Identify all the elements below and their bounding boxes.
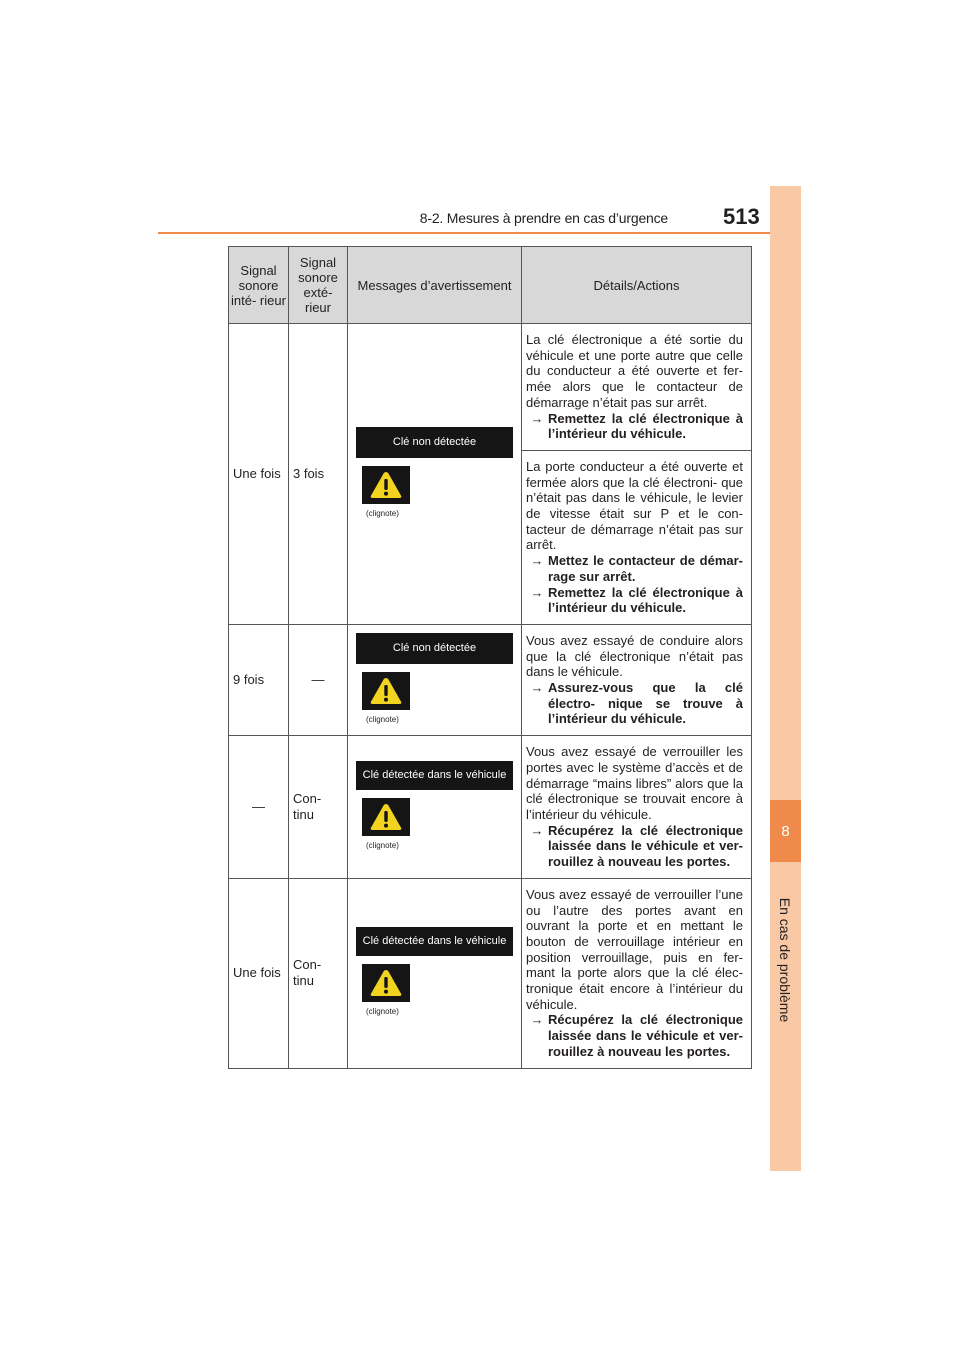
arrow-icon: → bbox=[530, 1012, 544, 1028]
table-row bbox=[229, 736, 752, 879]
header-messages: Messages d’avertissement bbox=[348, 247, 522, 324]
message-cell bbox=[348, 324, 522, 625]
blink-note: (clignote) bbox=[366, 508, 399, 518]
exterior-buzzer-cell: Con- tinu bbox=[289, 878, 348, 1068]
action-item bbox=[526, 553, 743, 584]
arrow-icon: → bbox=[530, 410, 544, 426]
header-exterior-buzzer: Signal sonore exté- rieur bbox=[289, 247, 348, 324]
message-cell bbox=[348, 736, 522, 879]
table-row bbox=[229, 624, 752, 735]
chapter-label: En cas de problème bbox=[777, 897, 793, 1023]
warning-light-box bbox=[362, 964, 410, 1002]
blink-note: (clignote) bbox=[366, 840, 399, 850]
warning-triangle-icon bbox=[369, 676, 403, 706]
message-display: Clé détectée dans le véhicule bbox=[356, 927, 513, 956]
table-body bbox=[229, 324, 752, 1069]
blink-note: (clignote) bbox=[366, 1006, 399, 1016]
header-details: Détails/Actions bbox=[522, 247, 752, 324]
page-number: 513 bbox=[723, 204, 760, 229]
details-cell bbox=[522, 324, 752, 451]
warning-light-box bbox=[362, 672, 410, 710]
arrow-icon: → bbox=[530, 680, 544, 696]
action-text: Remettez la clé électronique à l’intérieur du véhicule. bbox=[548, 584, 743, 616]
action-text: Mettez le contacteur de démar- rage sur arrêt. bbox=[548, 553, 743, 584]
message-cell bbox=[348, 878, 522, 1068]
details-text: Vous avez essayé de conduire alors que la clé électronique n’était pas dans le véhicule. bbox=[526, 632, 743, 680]
action-item bbox=[526, 411, 743, 442]
blink-note: (clignote) bbox=[366, 714, 399, 724]
action-item bbox=[526, 680, 743, 727]
header-interior-buzzer: Signal sonore inté- rieur bbox=[229, 247, 289, 324]
details-cell bbox=[522, 878, 752, 1068]
action-item bbox=[526, 1012, 743, 1059]
interior-buzzer-cell: 9 fois bbox=[229, 624, 289, 735]
interior-buzzer-cell: Une fois bbox=[229, 878, 289, 1068]
action-text: Assurez-vous que la clé électro- nique se trouve à l’intérieur du véhicule. bbox=[548, 680, 743, 727]
chapter-number: 8 bbox=[770, 800, 801, 862]
warning-table bbox=[228, 246, 752, 1069]
details-cell bbox=[522, 736, 752, 879]
warning-triangle-icon bbox=[369, 470, 403, 500]
arrow-icon: → bbox=[530, 584, 544, 600]
side-tab bbox=[770, 186, 801, 1171]
arrow-icon: → bbox=[530, 553, 544, 569]
interior-buzzer-cell: — bbox=[229, 736, 289, 879]
action-text: Remettez la clé électronique à l’intérieur du véhicule. bbox=[548, 410, 743, 442]
message-display: Clé non détectée bbox=[356, 427, 513, 458]
message-display: Clé non détectée bbox=[356, 633, 513, 664]
warning-light-box bbox=[362, 798, 410, 836]
table-header-row bbox=[229, 247, 752, 324]
table-row bbox=[229, 324, 752, 451]
details-cell bbox=[522, 450, 752, 624]
warning-light-box bbox=[362, 466, 410, 504]
action-text: Récupérez la clé électronique laissée dans le véhicule et ver- rouillez à nouveau les portes. bbox=[548, 822, 743, 870]
details-cell bbox=[522, 624, 752, 735]
details-text: La porte conducteur a été ouverte et fermée alors que la clé électroni- que n’était pas dans le véhicule, le levier de vitesse était sur P et le con- tacteur de démarrage n’était pas sur arrêt. bbox=[526, 458, 743, 553]
exterior-buzzer-cell: 3 fois bbox=[289, 324, 348, 625]
header-rule bbox=[158, 232, 800, 234]
section-title: 8-2. Mesures à prendre en cas d’urgence bbox=[419, 210, 668, 226]
warning-triangle-icon bbox=[369, 802, 403, 832]
warning-triangle-icon bbox=[369, 968, 403, 998]
interior-buzzer-cell: Une fois bbox=[229, 324, 289, 625]
arrow-icon: → bbox=[530, 822, 544, 838]
action-text: Récupérez la clé électronique laissée dans le véhicule et ver- rouillez à nouveau les portes. bbox=[548, 1012, 743, 1059]
table-row bbox=[229, 878, 752, 1068]
action-item bbox=[526, 823, 743, 870]
exterior-buzzer-cell: Con- tinu bbox=[289, 736, 348, 879]
details-text: Vous avez essayé de verrouiller les portes avec le système d’accès et de démarrage “mains libres” alors que la clé électronique se trouvait encore à l’intérieur du véhicule. bbox=[526, 744, 743, 822]
action-item bbox=[526, 585, 743, 616]
message-cell bbox=[348, 624, 522, 735]
details-text: Vous avez essayé de verrouiller l’une ou l’autre des portes avant en ouvrant la porte et en mettant le bouton de verrouillage intérieur en position verrouillage, puis en fer- mant la porte alors que la clé élec- tronique était encore à l’intérieur du véhicule. bbox=[526, 886, 743, 1012]
message-display: Clé détectée dans le véhicule bbox=[356, 761, 513, 790]
exterior-buzzer-cell: — bbox=[289, 624, 348, 735]
details-text: La clé électronique a été sortie du véhicule et une porte autre que celle du conducteur a été ouverte et fer- mée alors que le contacteur de démarrage n’était pas sur arrêt. bbox=[526, 332, 743, 410]
